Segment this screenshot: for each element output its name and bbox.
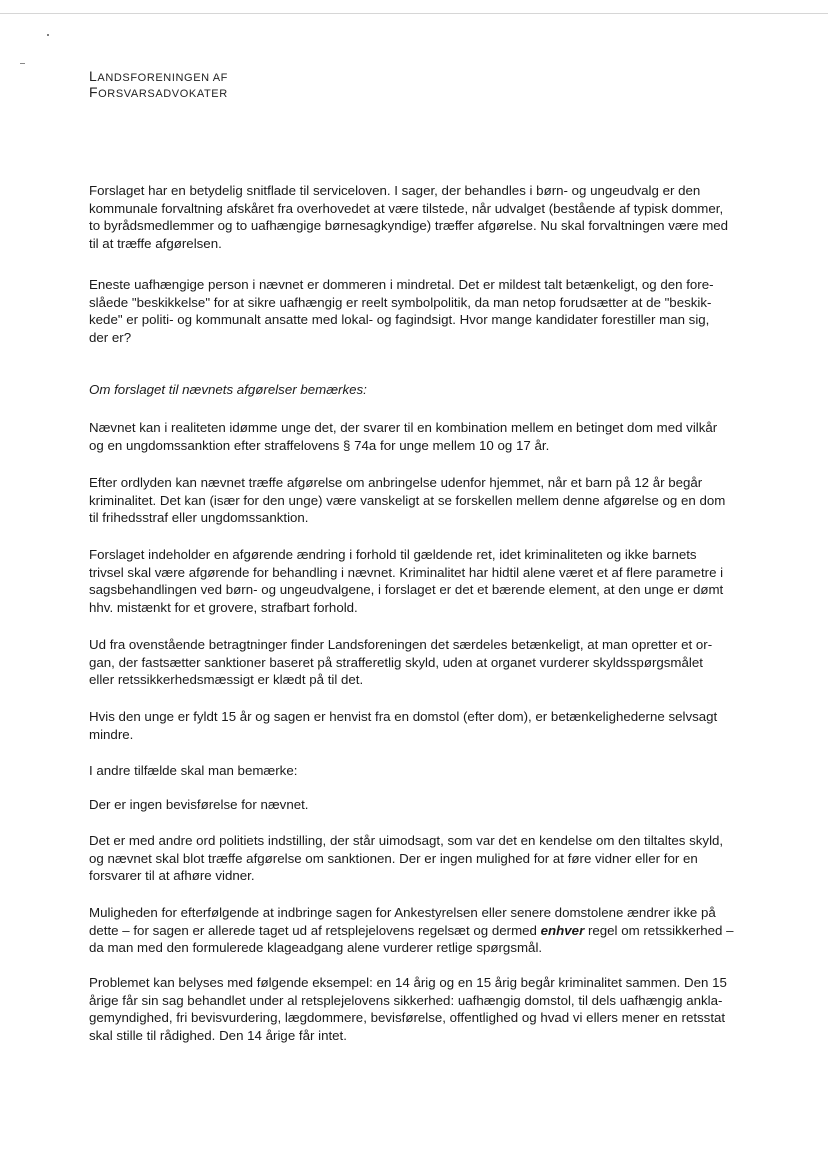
paragraph-uafhaengighed: Eneste uafhængige person i nævnet er dommeren i mindretal. Det er mildest talt betænkeligt, og den fore- slåede "beskikkelse" for at sikre uafhængig er reelt symbolpolitik, da man netop forudsætter at de "beskik- kede" er politi- og kommunalt ansatte med lokal- og fagindsigt. Hvor mange kandidater forestiller man sig, der er? (89, 277, 714, 345)
scan-edge-line (0, 13, 828, 14)
letterhead-line-1: LANDSFORENINGEN AF (89, 68, 228, 84)
paragraph-eksempel: Problemet kan belyses med følgende eksempel: en 14 årig og en 15 årig begår kriminalitet sammen. Den 15 årige får sin sag behandlet under al retsplejelovens sikkerhed: uafhængig domstol, til dels uafhængig ankla- gemyndighed, fri bevisvurdering, lægdommere, bevisførelse, offentlighed og hvad vi ellers mener en retsstat skal stille til rådighed. Den 14 årige får intet. (89, 975, 727, 1043)
scan-speck (47, 34, 49, 36)
paragraph-serviceloven: Forslaget har en betydelig snitflade til serviceloven. I sager, der behandles i børn- og ungeudvalg er den kommunale forvaltning afskåret fra overhovedet at være tilstede, når udvalget (bestående af typisk dommer, to byrådsmedlemmer og to uafhængige børnesagkyndige) træffer afgørelse. Nu skal forvaltningen være med til at træffe afgørelsen. (89, 183, 729, 251)
emphasis-enhver: enhver (540, 922, 585, 938)
paragraph-kriminalitet: Forslaget indeholder en afgørende ændring i forhold til gældende ret, idet kriminaliteten og ikke barnets trivsel skal være afgørende for behandling i nævnet. Kriminalitet har hidtil alene været et af flere parametre i sagsbehandlingen ved børn- og ungeudvalgene, i forslaget er det et bærende element, at den unge er dømt hhv. mistænkt for et grovere, strafbart forhold. (89, 547, 724, 615)
paragraph-bevisfoerelse: Der er ingen bevisførelse for nævnet. (89, 797, 309, 812)
paragraph-andre-tilfaelde: I andre tilfælde skal man bemærke: (89, 763, 298, 778)
letterhead-line-2: FORSVARSADVOKATER (89, 84, 228, 100)
paragraph-politiets-indstilling: Det er med andre ord politiets indstilling, der står uimodsagt, som var det en kendelse om den tiltaltes skyld, og nævnet skal blot træffe afgørelse om sanktionen. Der er ingen mulighed for at føre vidner eller for en forsvarer til at afhøre vidner. (89, 833, 724, 883)
scan-speck (20, 63, 25, 64)
paragraph-domstol: Hvis den unge er fyldt 15 år og sagen er henvist fra en domstol (efter dom), er betænkelighederne selvsagt mindre. (89, 709, 718, 742)
paragraph-idoemme: Nævnet kan i realiteten idømme unge det, der svarer til en kombination mellem en betinget dom med vilkår og en ungdomssanktion efter straffelovens § 74a for unge mellem 10 og 17 år. (89, 420, 718, 453)
section-heading-afgoerelser: Om forslaget til nævnets afgørelser bemærkes: (89, 382, 367, 397)
paragraph-anbringelse: Efter ordlyden kan nævnet træffe afgørelse om anbringelse udenfor hjemmet, når et barn på 12 år begår kriminalitet. Det kan (især for den unge) være vanskeligt at se forskellen mellem denne afgørelse og en dom til frihedsstraf eller ungdomssanktion. (89, 475, 726, 525)
letterhead (89, 69, 228, 101)
paragraph-ankestyrelsen: Muligheden for efterfølgende at indbringe sagen for Ankestyrelsen eller senere domstolene ændrer ikke på dette – for sagen er allerede taget ud af retsplejelovens regelsæt og dermed enhver regel om retssikkerhed – da man med den formulerede klageadgang alene vurderer retlige spørgsmål. (89, 905, 734, 955)
paragraph-betaenkeligt: Ud fra ovenstående betragtninger finder Landsforeningen det særdeles betænkeligt, at man opretter et or- gan, der fastsætter sanktioner baseret på strafferetlig skyld, uden at organet vurderer skyldsspørgsmålet eller retssikkerhedsmæssigt er klædt på til det. (89, 637, 713, 687)
